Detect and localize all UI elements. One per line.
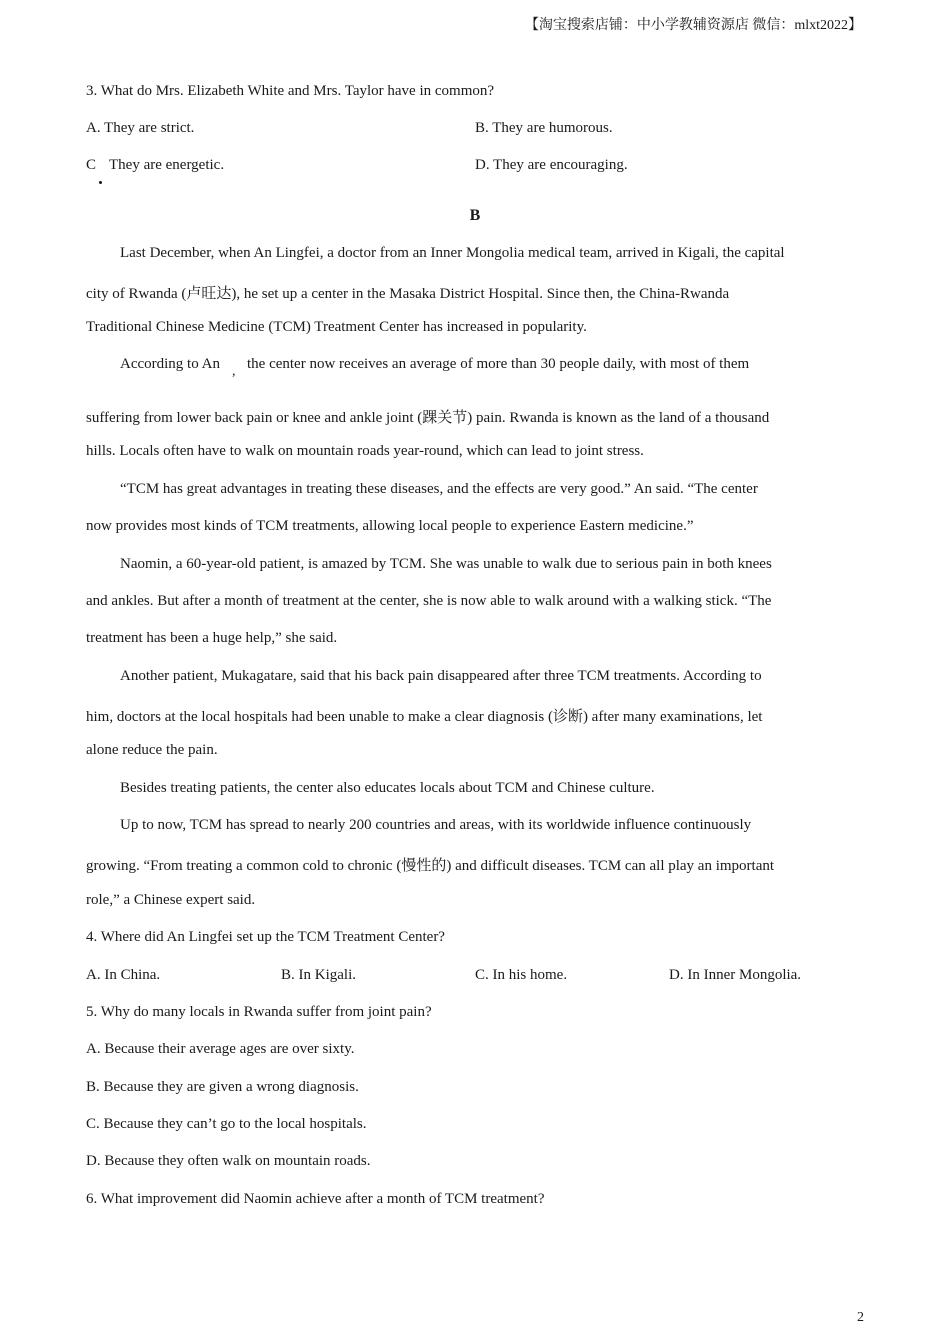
passage-p7-line-3: role,” a Chinese expert said. <box>86 892 256 908</box>
passage-p1-line-3: Traditional Chinese Medicine (TCM) Treatment Center has increased in popularity. <box>86 319 587 335</box>
question-5-option-d: D. Because they often walk on mountain roads. <box>86 1153 371 1169</box>
header-shop-note: 【淘宝搜索店铺：中小学教辅资源店 微信：mlxt2022】 <box>524 18 862 33</box>
question-3-stem: 3. What do Mrs. Elizabeth White and Mrs. Taylor have in common? <box>86 83 495 99</box>
question-3-option-d: D. They are encouraging. <box>475 157 628 173</box>
question-6-stem: 6. What improvement did Naomin achieve after a month of TCM treatment? <box>86 1191 545 1207</box>
passage-p3-line-2: now provides most kinds of TCM treatments, allowing local people to experience Eastern medicine.” <box>86 518 694 534</box>
passage-p3-line-1: “TCM has great advantages in treating these diseases, and the effects are very good.” An said. “The center <box>120 481 758 497</box>
question-4-stem: 4. Where did An Lingfei set up the TCM Treatment Center? <box>86 929 445 945</box>
question-3-option-a: A. They are strict. <box>86 120 195 136</box>
section-b-title: B <box>469 207 481 224</box>
passage-p2-rest: the center now receives an average of more than 30 people daily, with most of them <box>247 356 750 372</box>
question-3-option-b: B. They are humorous. <box>475 120 613 136</box>
question-4-option-c: C. In his home. <box>475 967 568 983</box>
passage-p4-line-1: Naomin, a 60-year-old patient, is amazed by TCM. She was unable to walk due to serious pain in both knees <box>120 556 772 572</box>
question-4-option-d: D. In Inner Mongolia. <box>669 967 802 983</box>
passage-p7-line-1: Up to now, TCM has spread to nearly 200 countries and areas, with its worldwide influence continuously <box>120 817 752 833</box>
passage-p5-line-3: alone reduce the pain. <box>86 742 218 758</box>
question-5-option-c: C. Because they can’t go to the local hospitals. <box>86 1116 367 1132</box>
passage-p2-start: According to An <box>120 356 220 372</box>
passage-p2-line-3: hills. Locals often have to walk on mountain roads year-round, which can lead to joint stress. <box>86 443 644 459</box>
option-c-dot <box>99 181 102 184</box>
page-number: 2 <box>857 1310 864 1325</box>
passage-p2-line-2: suffering from lower back pain or knee and ankle joint (踝关节) pain. Rwanda is known as the land of a thousand <box>86 410 770 426</box>
passage-p5-line-2: him, doctors at the local hospitals had been unable to make a clear diagnosis (诊断) after many examinations, let <box>86 709 763 725</box>
question-4-option-a: A. In China. <box>86 967 161 983</box>
passage-p5-line-1: Another patient, Mukagatare, said that his back pain disappeared after three TCM treatments. According to <box>120 668 762 684</box>
question-5-option-a: A. Because their average ages are over sixty. <box>86 1041 355 1057</box>
question-5-option-b: B. Because they are given a wrong diagnosis. <box>86 1079 359 1095</box>
question-4-option-b: B. In Kigali. <box>281 967 356 983</box>
passage-p7-line-2: growing. “From treating a common cold to chronic (慢性的) and difficult diseases. TCM can all play an important <box>86 858 775 874</box>
question-3-option-c-letter: C <box>86 157 97 173</box>
passage-p4-line-2: and ankles. But after a month of treatment at the center, she is now able to walk around with a walking stick. “The <box>86 593 772 609</box>
question-3-option-c-text: They are energetic. <box>109 157 225 173</box>
question-5-stem: 5. Why do many locals in Rwanda suffer from joint pain? <box>86 1004 432 1020</box>
passage-p4-line-3: treatment has been a huge help,” she said. <box>86 630 338 646</box>
passage-p6-line-1: Besides treating patients, the center also educates locals about TCM and Chinese culture. <box>120 780 655 796</box>
passage-p1-line-1: Last December, when An Lingfei, a doctor from an Inner Mongolia medical team, arrived in Kigali, the capital <box>120 245 785 261</box>
passage-p2-comma: , <box>232 364 236 379</box>
passage-p1-line-2: city of Rwanda (卢旺达), he set up a center in the Masaka District Hospital. Since then, the China-Rwanda <box>86 286 730 302</box>
